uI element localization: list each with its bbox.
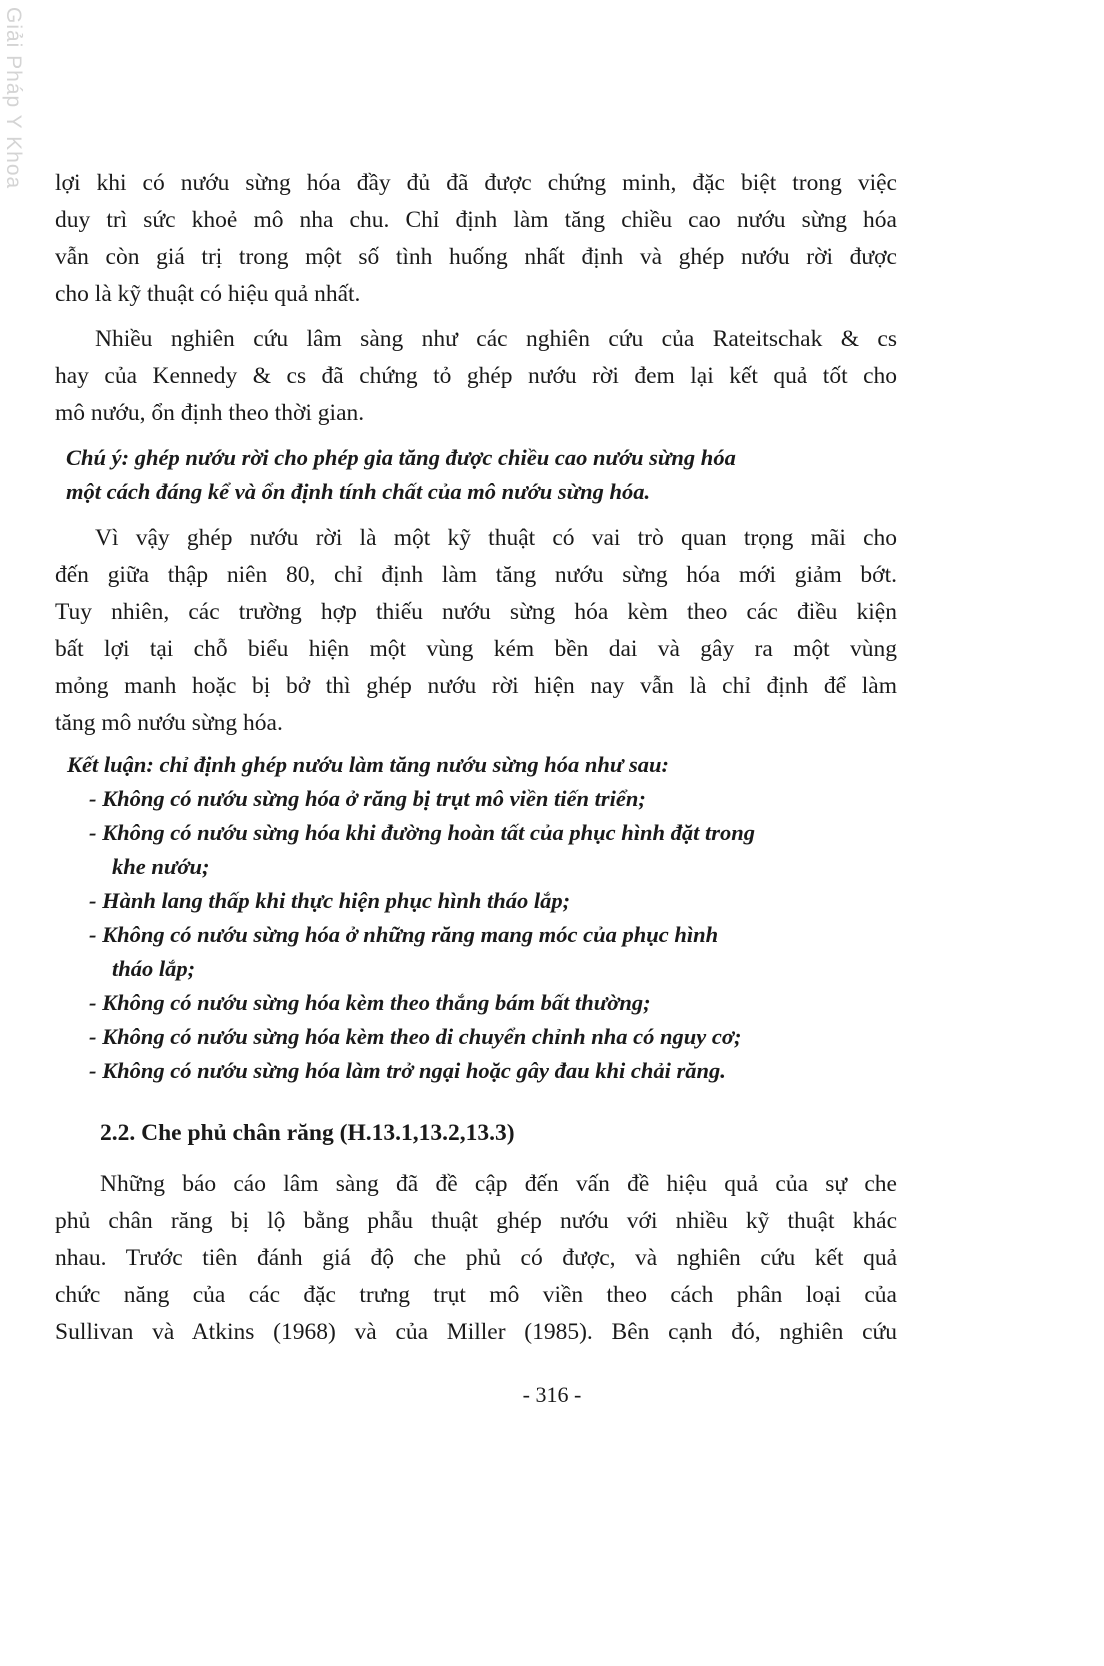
text-line: Những báo cáo lâm sàng đã đề cập đến vấn đề hiệu quả của sự che xyxy=(100,1171,897,1197)
page-number: - 316 - xyxy=(522,1382,582,1407)
text-line: mỏng manh hoặc bị bở thì ghép nướu rời hiện nay vẫn là chỉ định để làm xyxy=(55,673,897,699)
conclusion-intro: chỉ định ghép nướu làm tăng nướu sừng hóa như sau: xyxy=(153,752,670,777)
text-line: mô nướu, ổn định theo thời gian. xyxy=(55,400,365,426)
list-item: - Hành lang thấp khi thực hiện phục hình tháo lắp; xyxy=(89,888,571,913)
paragraph-1 xyxy=(55,165,897,313)
text-line: bất lợi tại chỗ biểu hiện một vùng kém bền dai và gây ra một vùng xyxy=(55,636,897,662)
text-line: cho là kỹ thuật có hiệu quả nhất. xyxy=(55,281,361,307)
text-line: đến giữa thập niên 80, chỉ định làm tăng nướu sừng hóa mới giảm bớt. xyxy=(55,562,897,588)
text-line: hay của Kennedy & cs đã chứng tỏ ghép nướu rời đem lại kết quả tốt cho xyxy=(55,363,897,389)
text-line: Nhiều nghiên cứu lâm sàng như các nghiên cứu của Rateitschak & cs xyxy=(95,326,897,352)
text-line: nhau. Trước tiên đánh giá độ che phủ có được, và nghiên cứu kết quả xyxy=(55,1245,897,1271)
text-line: Sullivan và Atkins (1968) và của Miller (1985). Bên cạnh đó, nghiên cứu xyxy=(55,1319,897,1345)
list-item: - Không có nướu sừng hóa ở những răng mang móc của phục hình xyxy=(89,922,719,947)
text-line: chức năng của các đặc trưng trụt mô viền theo cách phân loại của xyxy=(55,1282,897,1308)
note-block xyxy=(66,441,906,509)
text-line: Vì vậy ghép nướu rời là một kỹ thuật có vai trò quan trọng mãi cho xyxy=(95,525,897,551)
list-item-continuation: khe nướu; xyxy=(112,854,210,879)
list-item: - Không có nướu sừng hóa kèm theo di chuyển chỉnh nha có nguy cơ; xyxy=(89,1024,742,1049)
text-line: phủ chân răng bị lộ bằng phẫu thuật ghép nướu với nhiều kỹ thuật khác xyxy=(55,1208,897,1234)
note-text: một cách đáng kể và ổn định tính chất của mô nướu sừng hóa. xyxy=(66,479,651,504)
note-label: Chú ý: xyxy=(66,445,130,470)
text-line: duy trì sức khoẻ mô nha chu. Chỉ định làm tăng chiều cao nướu sừng hóa xyxy=(55,207,897,233)
text-line: tăng mô nướu sừng hóa. xyxy=(55,710,283,736)
text-line: vẫn còn giá trị trong một số tình huống nhất định và ghép nướu rời được xyxy=(55,244,897,270)
list-item-continuation: tháo lắp; xyxy=(112,956,196,981)
watermark: Giải Pháp Y Khoa xyxy=(2,7,25,190)
paragraph-4 xyxy=(55,1166,897,1351)
note-text: ghép nướu rời cho phép gia tăng được chiều cao nướu sừng hóa xyxy=(129,445,736,470)
section-heading: 2.2. Che phủ chân răng (H.13.1,13.2,13.3) xyxy=(100,1120,515,1146)
text-line: Tuy nhiên, các trường hợp thiếu nướu sừng hóa kèm theo các điều kiện xyxy=(55,599,897,625)
list-item: - Không có nướu sừng hóa làm trở ngại hoặc gây đau khi chải răng. xyxy=(89,1058,726,1083)
conclusion-block xyxy=(67,748,907,1088)
paragraph-3 xyxy=(55,520,897,742)
list-item: - Không có nướu sừng hóa ở răng bị trụt mô viền tiến triển; xyxy=(89,786,646,811)
list-item: - Không có nướu sừng hóa khi đường hoàn tất của phục hình đặt trong xyxy=(89,820,756,845)
text-line: lợi khi có nướu sừng hóa đầy đủ đã được chứng minh, đặc biệt trong việc xyxy=(55,170,897,196)
paragraph-2 xyxy=(55,321,897,432)
conclusion-label: Kết luận: xyxy=(67,752,154,777)
list-item: - Không có nướu sừng hóa kèm theo thắng bám bất thường; xyxy=(89,990,651,1015)
